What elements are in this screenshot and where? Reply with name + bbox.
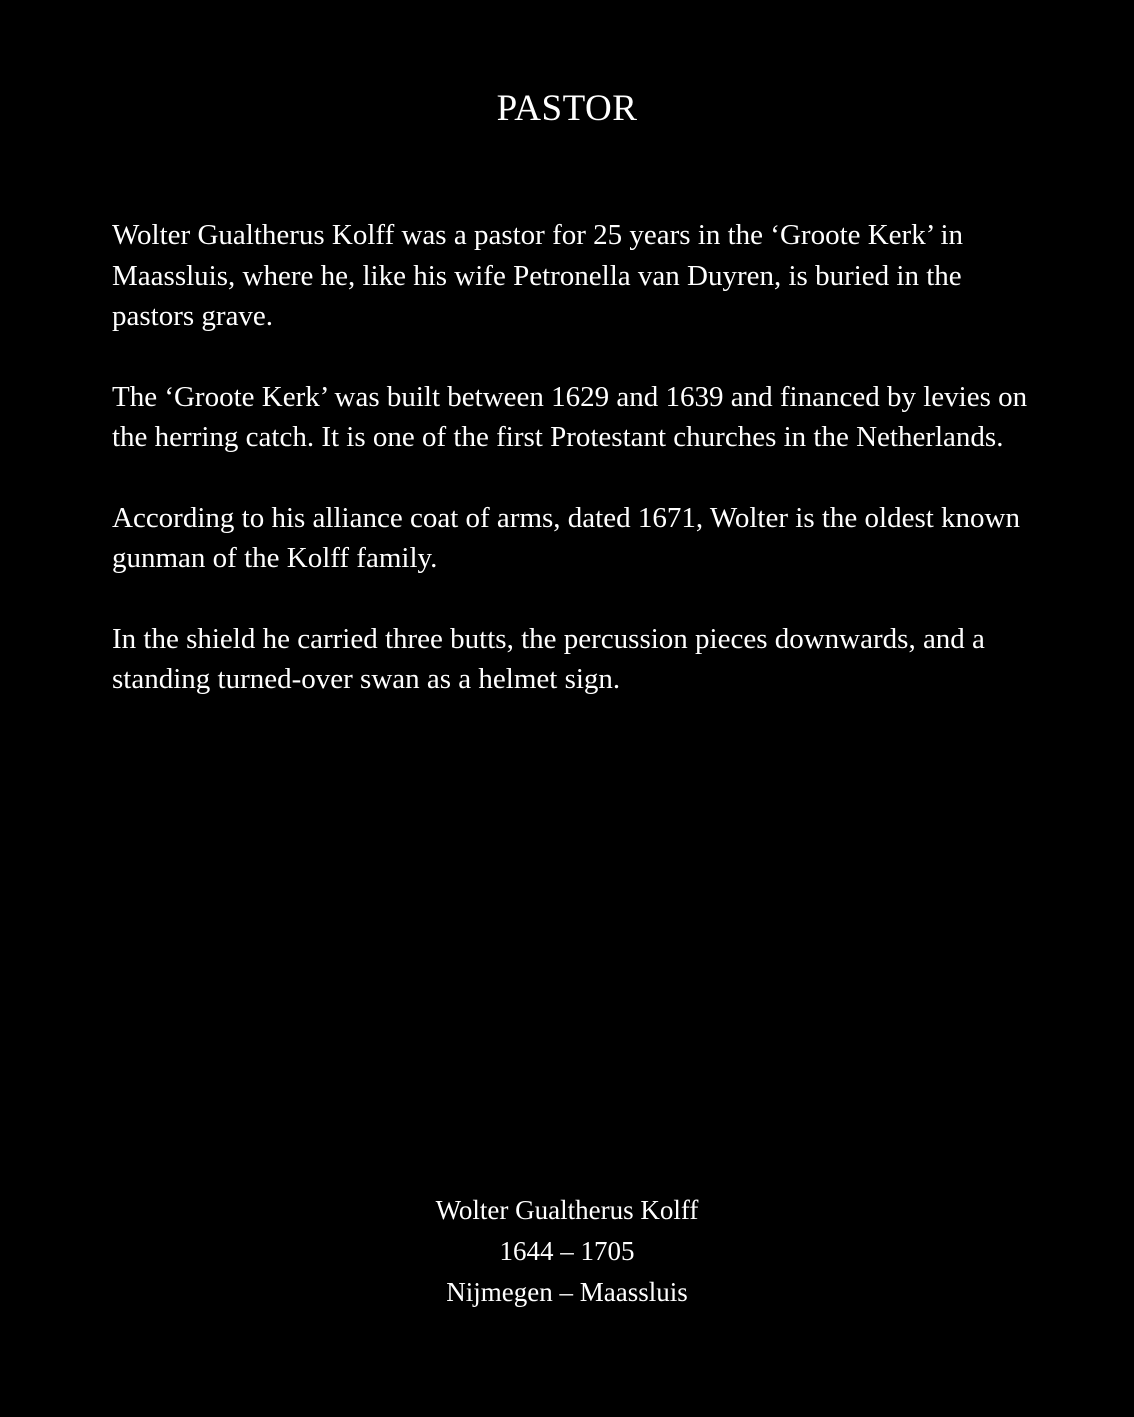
- portrait-caption: [0, 1190, 1134, 1313]
- paragraph-groote-kerk: The ‘Groote Kerk’ was built between 1629 and 1639 and financed by levies on the herring catch. It is one of the first Protestant churches in the Netherlands.: [112, 380, 1028, 453]
- paragraph-coat-of-arms: According to his alliance coat of arms, dated 1671, Wolter is the oldest known gunman of the Kolff family.: [112, 501, 1020, 574]
- caption-name: Wolter Gualtherus Kolff: [435, 1195, 699, 1225]
- paragraph-pastor-role: Wolter Gualtherus Kolff was a pastor for 25 years in the ‘Groote Kerk’ in Maassluis, where he, like his wife Petronella van Duyren, is buried in the pastors grave.: [112, 219, 964, 332]
- caption-places: Nijmegen – Maassluis: [446, 1277, 688, 1307]
- caption-years: 1644 – 1705: [499, 1236, 635, 1266]
- body-text: [112, 215, 1042, 740]
- page-title: PASTOR: [496, 88, 638, 129]
- paragraph-shield: In the shield he carried three butts, the percussion pieces downwards, and a standing turned-over swan as a helmet sign.: [112, 622, 985, 695]
